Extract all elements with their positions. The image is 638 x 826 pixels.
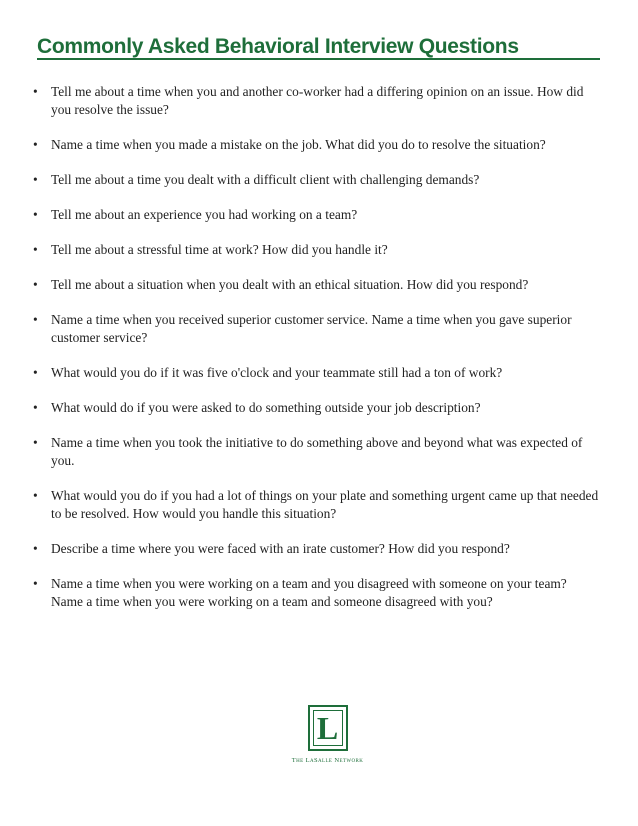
list-item <box>30 241 600 259</box>
question-text: Name a time when you were working on a team and you disagreed with someone on your team? Name a time when you were working on a team and someone disagreed with you? <box>51 576 567 609</box>
question-text: Tell me about a time you dealt with a difficult client with challenging demands? <box>51 172 480 187</box>
question-text: Tell me about a stressful time at work? How did you handle it? <box>51 242 388 257</box>
bullet-icon: • <box>33 172 38 187</box>
list-item <box>30 311 600 347</box>
bullet-icon: • <box>33 576 38 591</box>
list-item <box>30 206 600 224</box>
logo-letter: L <box>316 710 339 746</box>
logo-inner-frame <box>313 710 343 746</box>
bullet-icon: • <box>33 365 38 380</box>
bullet-icon: • <box>33 242 38 257</box>
lasalle-logo <box>285 705 370 764</box>
list-item <box>30 136 600 154</box>
bullet-icon: • <box>33 277 38 292</box>
question-text: Tell me about a time when you and another co-worker had a differing opinion on an issue. How did you resolve the issue? <box>51 84 584 117</box>
list-item <box>30 399 600 417</box>
bullet-icon: • <box>33 400 38 415</box>
question-text: Describe a time where you were faced with an irate customer? How did you respond? <box>51 541 510 556</box>
list-item <box>30 276 600 294</box>
question-text: What would do if you were asked to do something outside your job description? <box>51 400 481 415</box>
question-list <box>30 83 600 628</box>
page-title: Commonly Asked Behavioral Interview Questions <box>37 35 519 58</box>
bullet-icon: • <box>33 541 38 556</box>
list-item <box>30 364 600 382</box>
bullet-icon: • <box>33 137 38 152</box>
bullet-icon: • <box>33 312 38 327</box>
list-item <box>30 487 600 523</box>
bullet-icon: • <box>33 84 38 99</box>
question-text: What would you do if you had a lot of things on your plate and something urgent came up that needed to be resolved. How would you handle this situation? <box>51 488 599 521</box>
list-item <box>30 434 600 470</box>
logo-frame <box>308 705 348 751</box>
list-item <box>30 171 600 189</box>
bullet-icon: • <box>33 207 38 222</box>
question-text: Name a time when you took the initiative to do something above and beyond what was expected of you. <box>51 435 583 468</box>
title-underline <box>37 58 600 60</box>
list-item <box>30 83 600 119</box>
bullet-icon: • <box>33 435 38 450</box>
list-item <box>30 540 600 558</box>
list-item <box>30 575 600 611</box>
question-text: Name a time when you received superior customer service. Name a time when you gave superior customer service? <box>51 312 572 345</box>
question-text: Name a time when you made a mistake on the job. What did you do to resolve the situation? <box>51 137 546 152</box>
question-text: Tell me about an experience you had working on a team? <box>51 207 358 222</box>
logo-wordmark: The LaSalle Network <box>291 757 364 764</box>
question-text: What would you do if it was five o'clock and your teammate still had a ton of work? <box>51 365 503 380</box>
bullet-icon: • <box>33 488 38 503</box>
question-text: Tell me about a situation when you dealt with an ethical situation. How did you respond? <box>51 277 529 292</box>
